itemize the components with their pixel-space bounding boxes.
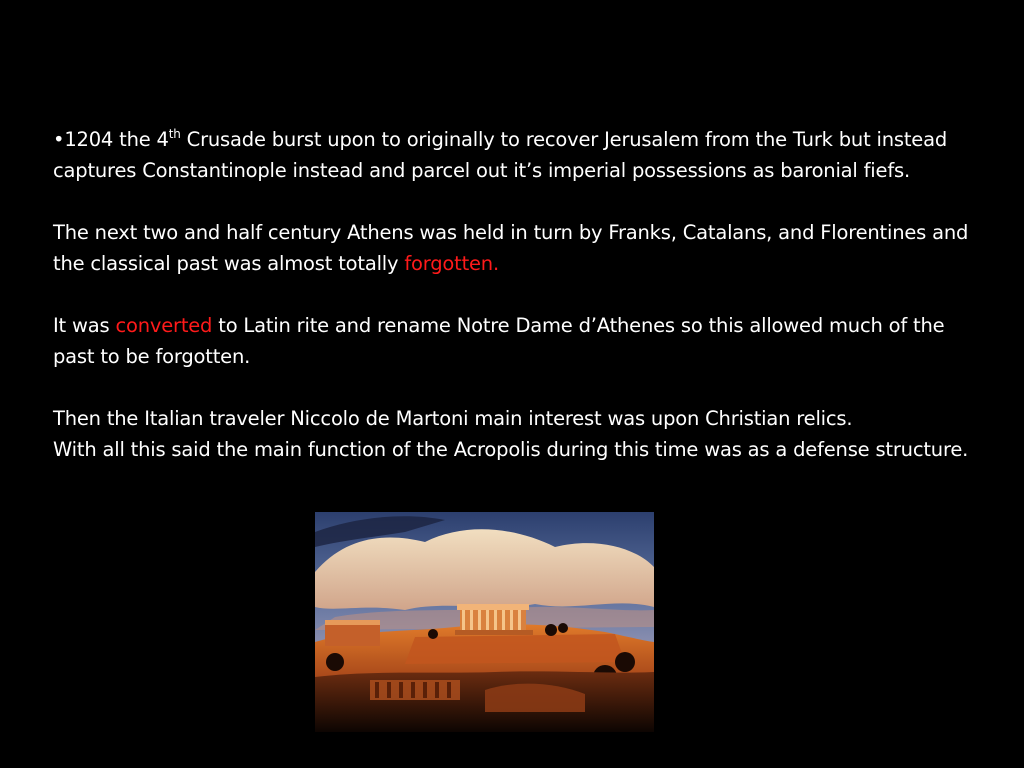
athens-rulers-text: The next two and half century Athens was held in turn by Franks, Catalans, and Florentines and the classical past was almost totally xyxy=(53,221,969,275)
latin-rite-after: to Latin rite and rename Notre Dame d’Athenes so this allowed much of the past to be forgotten. xyxy=(53,314,945,368)
acropolis-image xyxy=(315,512,654,732)
highlight-converted: converted xyxy=(115,314,213,337)
paragraph-crusade xyxy=(53,124,983,186)
highlight-forgotten: forgotten. xyxy=(404,252,499,275)
martoni-line-2: With all this said the main function of the Acropolis during this time was as a defense structure. xyxy=(53,438,969,461)
crusade-year-text: 1204 the 4 xyxy=(64,128,169,151)
paragraph-latin-rite xyxy=(53,310,983,372)
slide-text-body xyxy=(53,124,983,465)
latin-rite-before: It was xyxy=(53,314,116,337)
ordinal-superscript: th xyxy=(168,127,181,141)
paragraph-martoni xyxy=(53,403,983,465)
paragraph-athens-rulers xyxy=(53,217,983,279)
bullet-glyph: • xyxy=(53,128,65,151)
martoni-line-1: Then the Italian traveler Niccolo de Martoni main interest was upon Christian relics. xyxy=(53,407,853,430)
crusade-text: Crusade burst upon to originally to recover Jerusalem from the Turk but instead captures Constantinople instead and parcel out it’s imperial possessions as baronial fiefs. xyxy=(53,128,948,182)
acropolis-photo xyxy=(315,512,654,732)
